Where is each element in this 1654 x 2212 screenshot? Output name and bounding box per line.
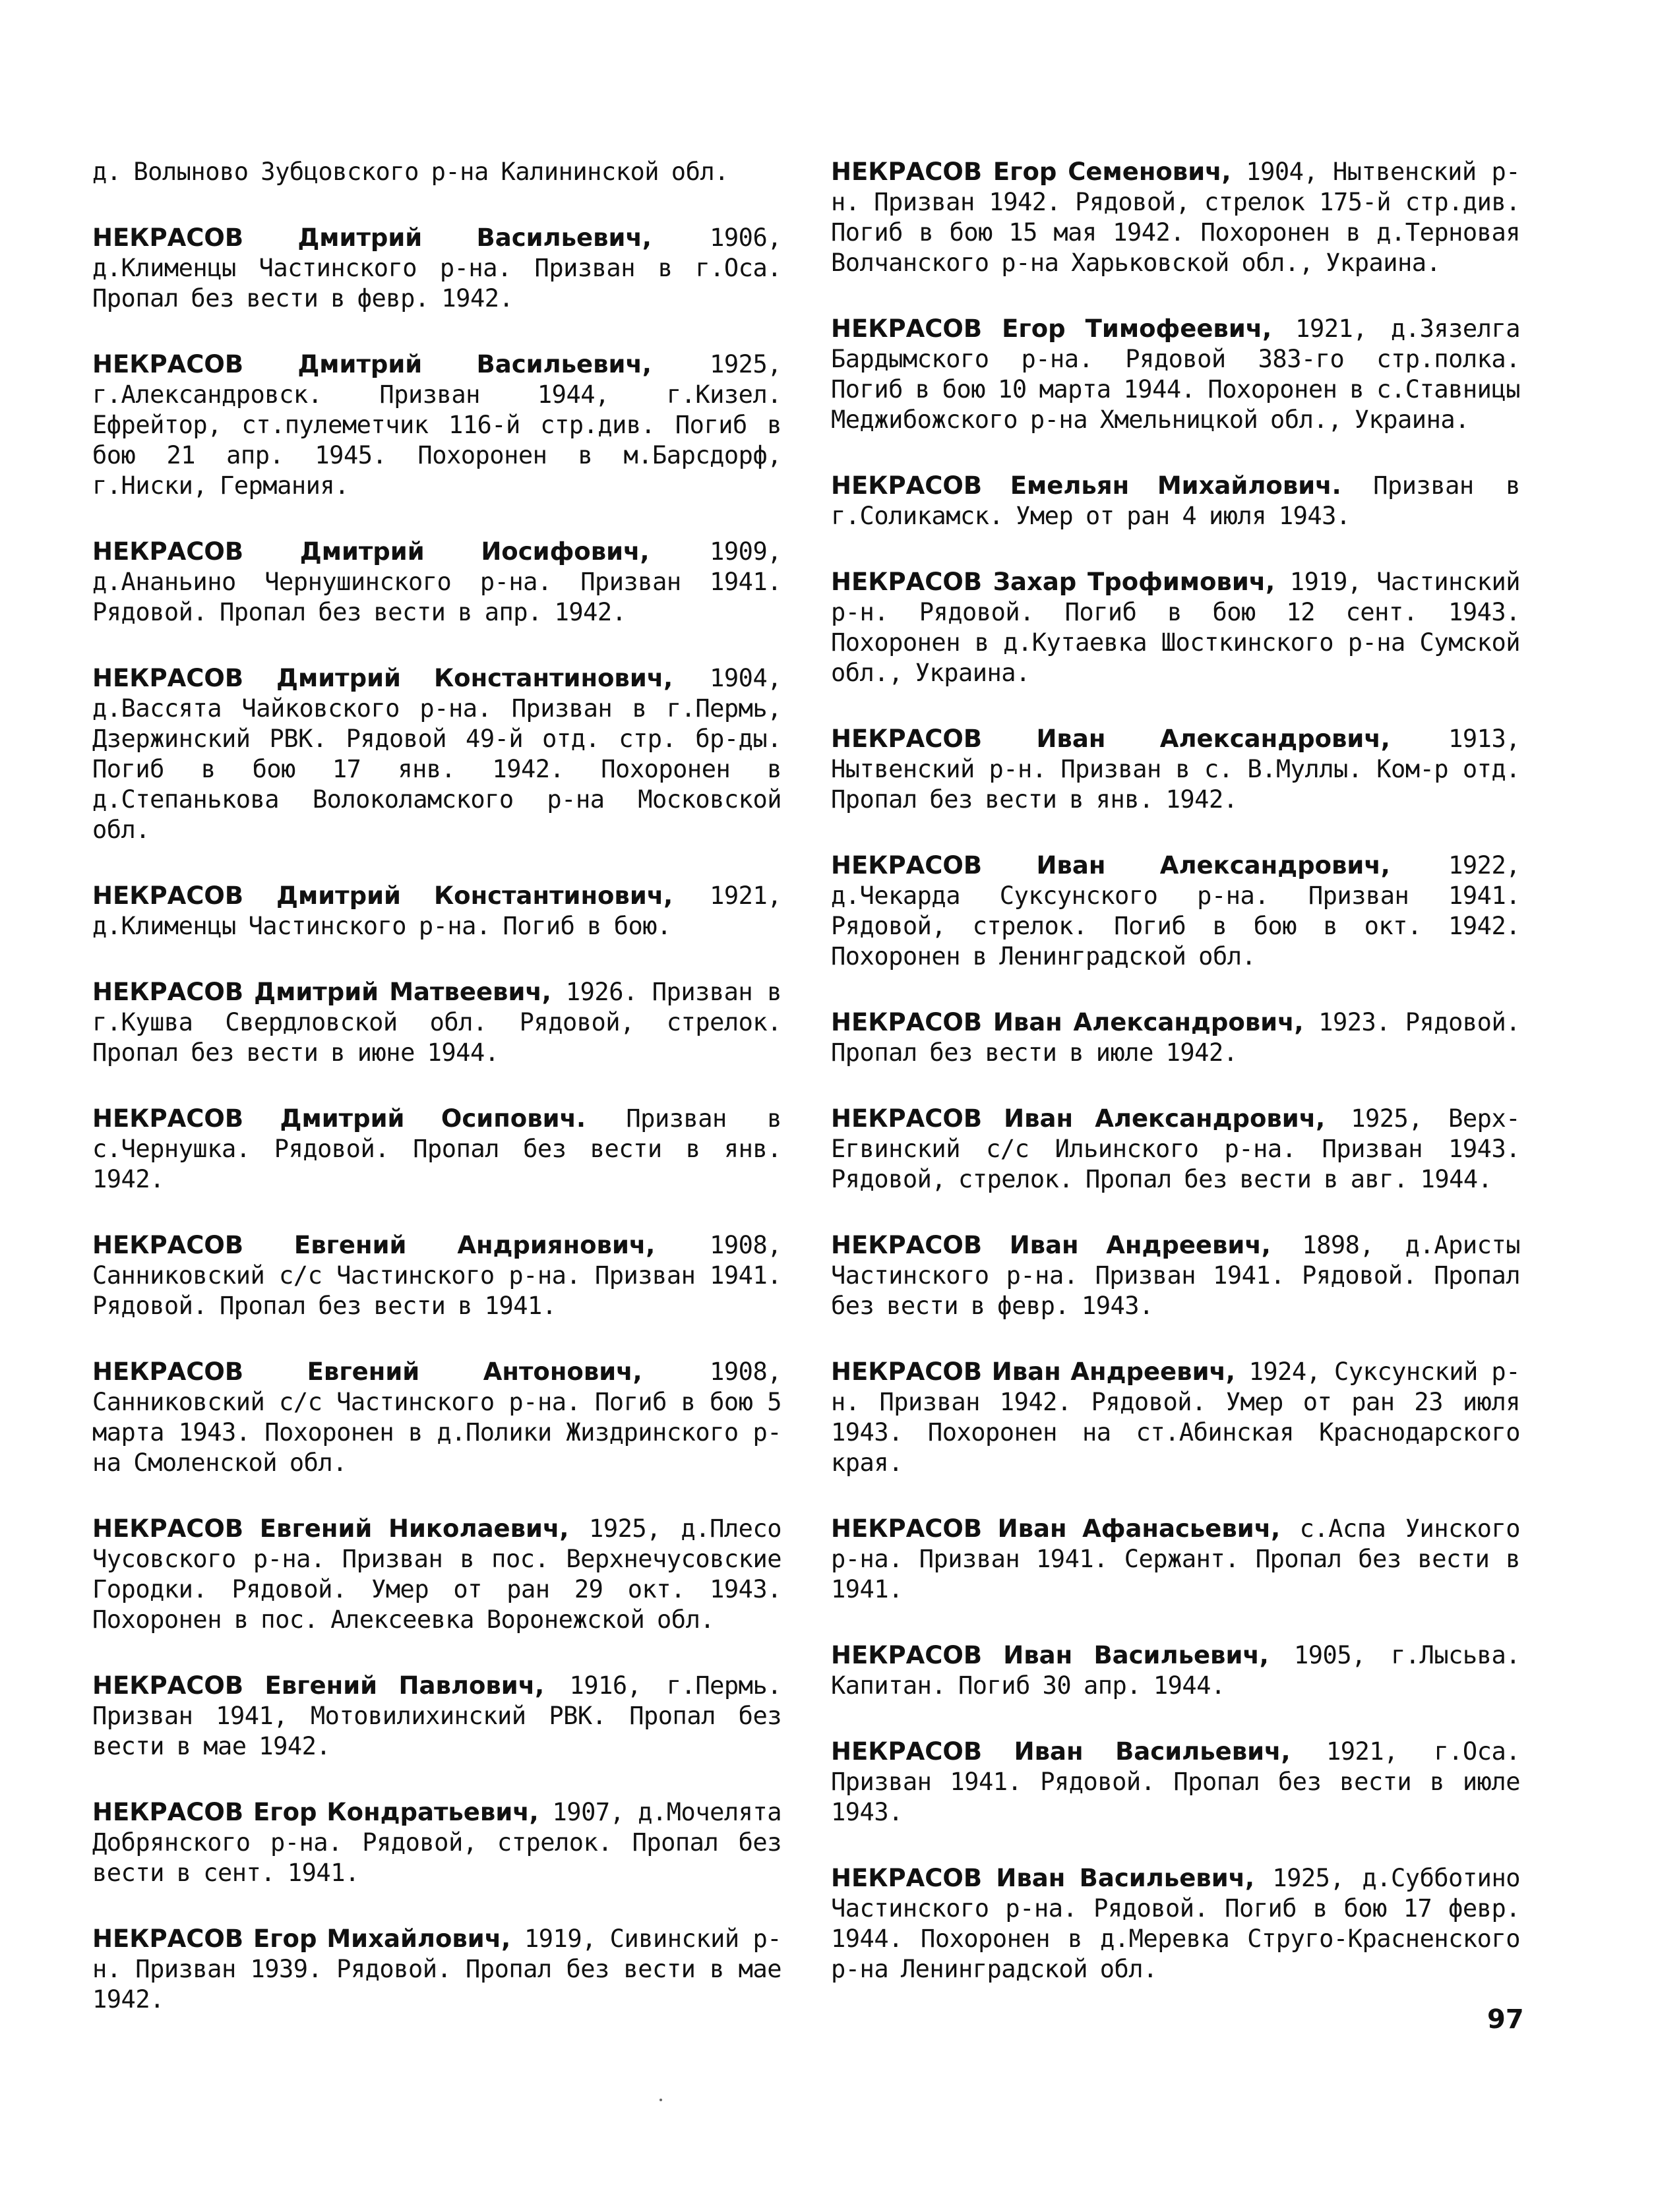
entry-name: НЕКРАСОВ Иван Афанасьевич,	[831, 1514, 1281, 1543]
entry-text: 1916, г.Пермь. Призван 1941, Мотовилихинский РВК. Пропал без вести в мае 1942.	[92, 1671, 781, 1760]
entry	[92, 1104, 781, 1195]
entry	[831, 314, 1520, 435]
entry-text: 1925, д.Субботино Частинского р-на. Рядовой. Погиб в бою 17 февр. 1944. Похоронен в д.Меревка Струго-Красненского р-на Ленинградской обл.	[831, 1864, 1521, 1983]
entry	[92, 663, 781, 845]
entry	[831, 1357, 1520, 1478]
entry	[831, 1230, 1520, 1321]
left-column	[92, 157, 781, 2050]
entry-text: 1904, д.Вассята Чайковского р-на. Призван в г.Пермь, Дзержинский РВК. Рядовой 49-й отд. стр. бр-ды. Погиб в бою 17 янв. 1942. Похоронен в д.Степанькова Волоколамского р-на Московской обл.	[92, 664, 782, 844]
entry-name: НЕКРАСОВ Захар Трофимович,	[831, 568, 1275, 596]
entry-name: НЕКРАСОВ Евгений Николаевич,	[92, 1514, 569, 1543]
entry-name: НЕКРАСОВ Егор Кондратьевич,	[92, 1798, 539, 1826]
entry	[831, 851, 1520, 972]
entry-name: НЕКРАСОВ Иван Александрович,	[831, 725, 1390, 753]
entry-name: НЕКРАСОВ Евгений Павлович,	[92, 1671, 545, 1700]
entry-name: НЕКРАСОВ Иван Александрович,	[831, 851, 1390, 880]
entry-name: НЕКРАСОВ Дмитрий Матвеевич,	[92, 978, 551, 1006]
entry-text: д. Волыново Зубцовского р-на Калининской обл.	[92, 158, 729, 186]
entry	[92, 1514, 781, 1635]
entry	[831, 724, 1520, 815]
entry	[92, 1924, 781, 2015]
entry-name: НЕКРАСОВ Емельян Михайлович.	[831, 471, 1341, 500]
entry-name: НЕКРАСОВ Иван Андреевич,	[831, 1231, 1271, 1259]
entry	[831, 1863, 1520, 1985]
entry	[92, 1797, 781, 1888]
entry-name: НЕКРАСОВ Иван Васильевич,	[831, 1641, 1269, 1669]
entry-text: 1905, г.Лысьва. Капитан. Погиб 30 апр. 1944.	[831, 1641, 1520, 1700]
entry	[92, 223, 781, 314]
entry	[92, 881, 781, 942]
entry-name: НЕКРАСОВ Дмитрий Константинович,	[92, 882, 673, 910]
entry-text: Призван в г.Соликамск. Умер от ран 4 июля 1943.	[831, 471, 1521, 530]
entry-name: НЕКРАСОВ Дмитрий Васильевич,	[92, 350, 652, 378]
entry-text: 1906, д.Клименцы Частинского р-на. Призван в г.Оса. Пропал без вести в февр. 1942.	[92, 224, 781, 313]
scan-speck	[659, 2099, 662, 2101]
entry-name: НЕКРАСОВ Иван Васильевич,	[831, 1737, 1291, 1766]
entry-name: НЕКРАСОВ Егор Тимофеевич,	[831, 314, 1272, 343]
entry-text: 1919, Сивинский р-н. Призван 1939. Рядовой. Пропал без вести в мае 1942.	[92, 1925, 781, 2014]
entry-name: НЕКРАСОВ Иван Андреевич,	[831, 1358, 1235, 1386]
entry-text: 1908, Санниковский с/с Частинского р-на. Призван 1941. Рядовой. Пропал без вести в 1941.	[92, 1231, 782, 1320]
entry-text: Призван в с.Чернушка. Рядовой. Пропал без вести в янв. 1942.	[92, 1104, 781, 1193]
entry-text: 1921, д.Клименцы Частинского р-на. Погиб в бою.	[92, 882, 782, 940]
entry	[92, 349, 781, 501]
entry	[831, 1007, 1520, 1068]
entry-name: НЕКРАСОВ Егор Михайлович,	[92, 1925, 511, 1953]
entry-text: 1908, Санниковский с/с Частинского р-на. Погиб в бою 5 марта 1943. Похоронен в д.Полики Жиздринского р-на Смоленской обл.	[92, 1358, 781, 1477]
entry	[831, 1514, 1520, 1605]
entry-text: 1925, д.Плесо Чусовского р-на. Призван в пос. Верхнечусовские Городки. Рядовой. Умер от ран 29 окт. 1943. Похоронен в пос. Алексеевка Воронежской обл.	[92, 1514, 781, 1634]
entry-name: НЕКРАСОВ Егор Семенович,	[831, 158, 1231, 186]
entry-text: 1926. Призван в г.Кушва Свердловской обл. Рядовой, стрелок. Пропал без вести в июне 1944.	[92, 978, 781, 1067]
entry	[92, 537, 781, 628]
entry-text: 1925, Верх-Егвинский с/с Ильинского р-на. Призван 1943. Рядовой, стрелок. Пропал без вести в авг. 1944.	[831, 1104, 1520, 1193]
right-column	[831, 157, 1520, 2020]
entry	[831, 157, 1520, 278]
entry	[831, 567, 1520, 688]
entry-text: 1922, д.Чекарда Суксунского р-на. Призван 1941. Рядовой, стрелок. Погиб в бою в окт. 1942. Похоронен в Ленинградской обл.	[831, 851, 1520, 971]
entry-name: НЕКРАСОВ Дмитрий Иосифович,	[92, 537, 650, 566]
entry-text: 1913, Нытвенский р-н. Призван в с. В.Муллы. Ком-р отд. Пропал без вести в янв. 1942.	[831, 725, 1520, 814]
entry-text: 1907, д.Мочелята Добрянского р-на. Рядовой, стрелок. Пропал без вести в сент. 1941.	[92, 1798, 781, 1887]
entry	[92, 1357, 781, 1478]
entry-text: 1921, г.Оса. Призван 1941. Рядовой. Пропал без вести в июле 1943.	[831, 1737, 1521, 1826]
page-number: 97	[1487, 2004, 1524, 2035]
entry	[831, 1640, 1520, 1701]
entry-name: НЕКРАСОВ Иван Александрович,	[831, 1104, 1326, 1133]
entry-name: НЕКРАСОВ Иван Васильевич,	[831, 1864, 1255, 1892]
entry	[92, 977, 781, 1068]
entry-name: НЕКРАСОВ Дмитрий Осипович.	[92, 1104, 586, 1133]
entry	[92, 1230, 781, 1321]
entry-name: НЕКРАСОВ Евгений Андриянович,	[92, 1231, 656, 1259]
entry-text: 1904, Нытвенский р-н. Призван 1942. Рядовой, стрелок 175-й стр.див. Погиб в бою 15 мая 1942. Похоронен в д.Терновая Волчанского р-на Харьковской обл., Украина.	[831, 158, 1520, 277]
entry	[831, 1737, 1520, 1828]
entry	[92, 1671, 781, 1762]
entry-name: НЕКРАСОВ Иван Александрович,	[831, 1008, 1304, 1036]
entry-name: НЕКРАСОВ Евгений Антонович,	[92, 1358, 642, 1386]
entry-name: НЕКРАСОВ Дмитрий Васильевич,	[92, 224, 652, 252]
entry-text: 1924, Суксунский р-н. Призван 1942. Рядовой. Умер от ран 23 июля 1943. Похоронен на ст.Абинская Краснодарского края.	[831, 1358, 1520, 1477]
entry	[831, 471, 1520, 531]
entry-text: 1925, г.Александровск. Призван 1944, г.Кизел. Ефрейтор, ст.пулеметчик 116-й стр.див. Погиб в бою 21 апр. 1945. Похоронен в м.Барсдорф, г.Ниски, Германия.	[92, 350, 781, 500]
entry-text: 1919, Частинский р-н. Рядовой. Погиб в бою 12 сент. 1943. Похоронен в д.Кутаевка Шосткинского р-на Сумской обл., Украина.	[831, 568, 1520, 687]
entry-text: 1909, д.Ананьино Чернушинского р-на. Призван 1941. Рядовой. Пропал без вести в апр. 1942.	[92, 537, 782, 626]
entry	[831, 1104, 1520, 1195]
entry-text: с.Аспа Уинского р-на. Призван 1941. Сержант. Пропал без вести в 1941.	[831, 1514, 1520, 1603]
entry-text: 1898, д.Аристы Частинского р-на. Призван 1941. Рядовой. Пропал без вести в февр. 1943.	[831, 1231, 1520, 1320]
entry	[92, 157, 781, 187]
entry-name: НЕКРАСОВ Дмитрий Константинович,	[92, 664, 673, 692]
entry-text: 1921, д.Зязелга Бардымского р-на. Рядовой 383-го стр.полка. Погиб в бою 10 марта 1944. Похоронен в с.Ставницы Меджибожского р-на Хмельницкой обл., Украина.	[831, 314, 1520, 434]
entry-text: 1923. Рядовой. Пропал без вести в июле 1942.	[831, 1008, 1520, 1067]
